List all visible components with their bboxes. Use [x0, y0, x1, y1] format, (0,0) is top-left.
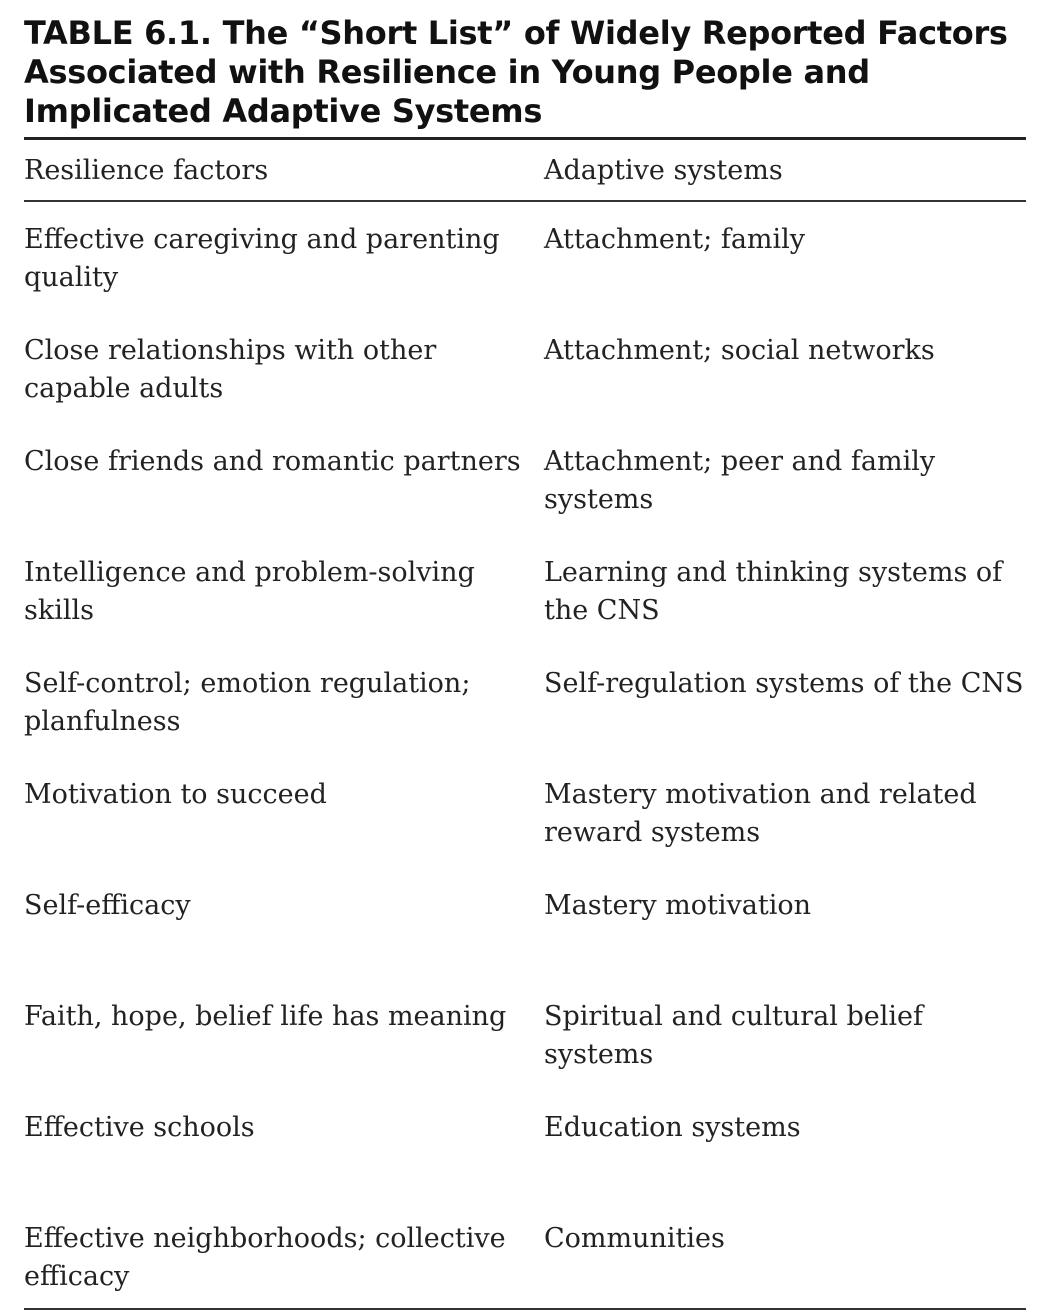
table-row — [24, 1109, 1026, 1220]
adaptive-system-cell: Mastery motivation and related reward systems — [544, 779, 977, 848]
table-row — [24, 1220, 1026, 1308]
adaptive-system-cell: Attachment; family — [544, 224, 806, 255]
header-resilience-factors: Resilience factors — [24, 154, 269, 186]
table-row — [24, 665, 1026, 776]
adaptive-system-cell: Mastery motivation — [544, 890, 811, 921]
resilience-factor-cell: Self-control; emotion regulation; planfulness — [24, 668, 471, 737]
resilience-factor-cell: Self-efficacy — [24, 890, 191, 921]
table-container — [24, 14, 1026, 1310]
table-row — [24, 554, 1026, 665]
table-row — [24, 887, 1026, 998]
adaptive-system-cell: Self-regulation systems of the CNS — [544, 668, 1024, 699]
adaptive-system-cell: Communities — [544, 1223, 725, 1254]
adaptive-system-cell: Attachment; social networks — [544, 335, 935, 366]
table-row — [24, 776, 1026, 887]
resilience-factor-cell: Effective neighborhoods; collective efficacy — [24, 1223, 506, 1292]
resilience-factor-cell: Faith, hope, belief life has meaning — [24, 1001, 507, 1032]
table-body — [24, 202, 1026, 1308]
adaptive-system-cell: Education systems — [544, 1112, 801, 1143]
adaptive-system-cell: Spiritual and cultural belief systems — [544, 1001, 923, 1070]
adaptive-system-cell: Learning and thinking systems of the CNS — [544, 557, 1003, 626]
table-row — [24, 221, 1026, 332]
table-row — [24, 998, 1026, 1109]
resilience-factor-cell: Intelligence and problem-solving skills — [24, 557, 475, 626]
table-row — [24, 443, 1026, 554]
adaptive-system-cell: Attachment; peer and family systems — [544, 446, 936, 515]
table-row — [24, 332, 1026, 443]
resilience-factor-cell: Close friends and romantic partners — [24, 446, 521, 477]
resilience-factor-cell: Effective caregiving and parenting quality — [24, 224, 500, 293]
resilience-factor-cell: Effective schools — [24, 1112, 255, 1143]
resilience-factor-cell: Motivation to succeed — [24, 779, 327, 810]
table-caption: TABLE 6.1. The “Short List” of Widely Reported Factors Associated with Resilience in Young People and Implicated Adaptive Systems — [24, 14, 1008, 130]
header-adaptive-systems: Adaptive systems — [544, 154, 783, 186]
resilience-factor-cell: Close relationships with other capable adults — [24, 335, 437, 404]
table-header-row — [24, 140, 1026, 200]
